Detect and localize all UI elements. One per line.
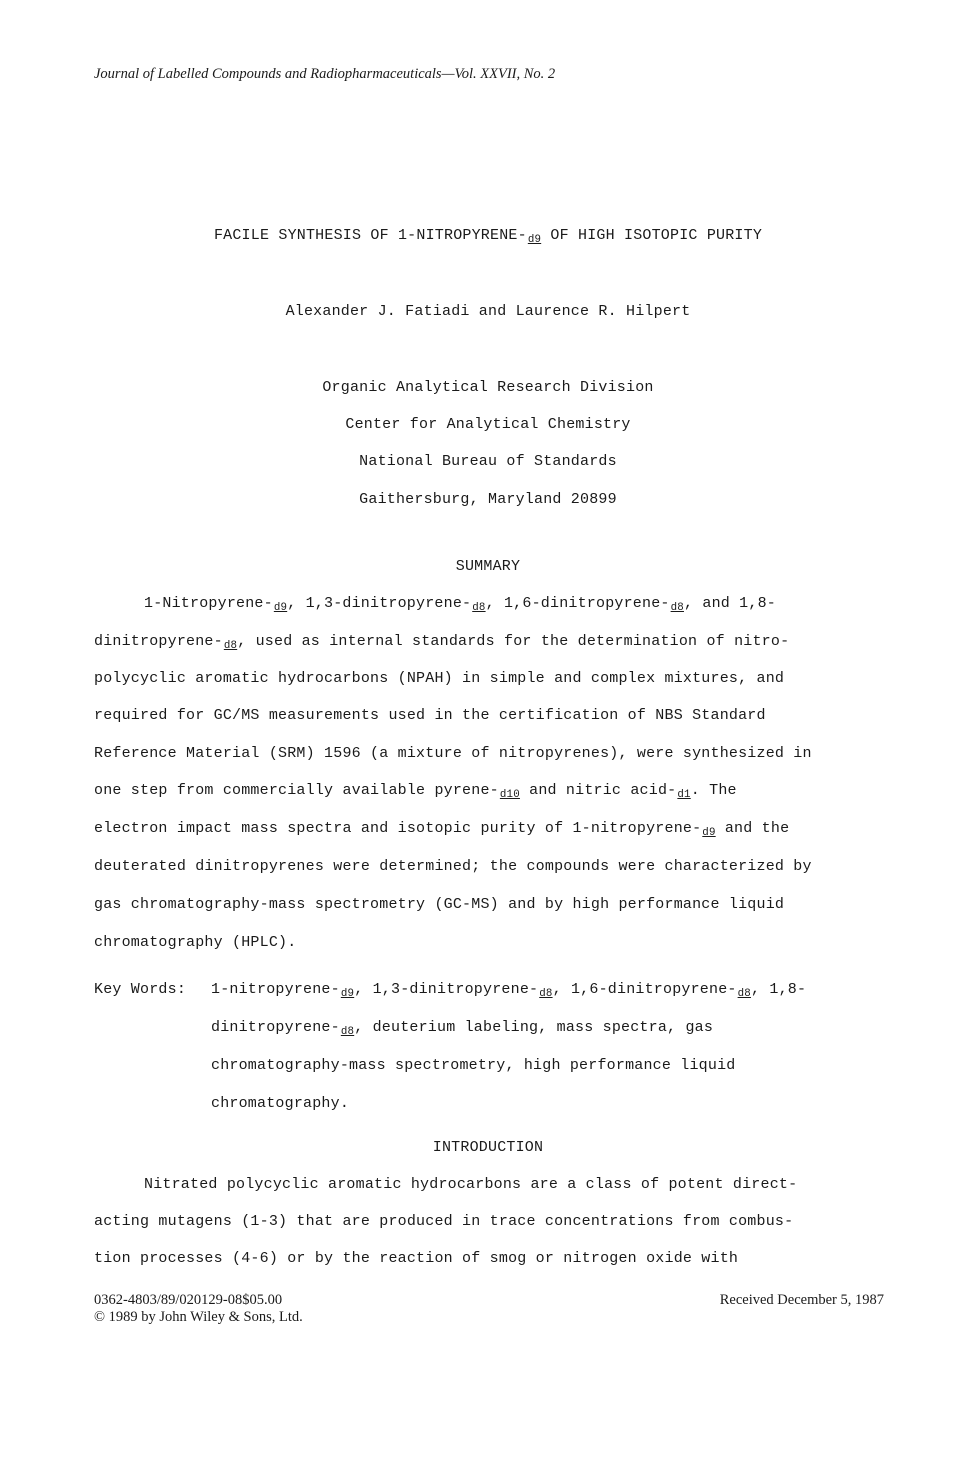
summary-line: Reference Material (SRM) 1596 (a mixture of nitropyrenes), were synthesized in: [94, 745, 812, 762]
summary-line: deuterated dinitropyrenes were determined; the compounds were characterized by: [94, 858, 812, 875]
summary-line: $1-Nitropyrene-_{d9}$, $1,3-dinitropyrene-_{d8}$, $1,6-dinitropyrene-_{d8}$, and 1,8-: [144, 595, 776, 614]
affiliation-line: Organic Analytical Research Division: [322, 379, 654, 396]
affiliation-line: Gaithersburg, Maryland 20899: [359, 491, 617, 508]
keywords-line: $1-nitropyrene-_{d9}$, $1,3-dinitropyrene-_{d8}$, $1,6-dinitropyrene-_{d8}$, 1,8-: [211, 981, 807, 1000]
summary-line: polycyclic aromatic hydrocarbons (NPAH) in simple and complex mixtures, and: [94, 670, 785, 687]
footer-copyright: © 1989 by John Wiley & Sons, Ltd.: [94, 1309, 303, 1325]
introduction-heading: INTRODUCTION: [432, 1139, 544, 1156]
summary-line: electron impact mass spectra and isotopic purity of $1-nitropyrene-_{d9}$ and the: [94, 820, 790, 839]
summary-line: required for GC/MS measurements used in the certification of NBS Standard: [94, 707, 766, 724]
keywords-line: chromatography-mass spectrometry, high performance liquid: [211, 1057, 736, 1074]
footer-received: Received December 5, 1987: [719, 1292, 884, 1308]
affiliation-line: National Bureau of Standards: [359, 453, 617, 470]
keywords-line: chromatography.: [211, 1095, 350, 1112]
summary-heading: SUMMARY: [455, 558, 521, 575]
footer-code: 0362-4803/89/020129-08$05.00: [94, 1292, 283, 1308]
keywords-line: dinitropyrene-$_{d8}$, deuterium labeling, mass spectra, gas: [211, 1019, 714, 1038]
introduction-line: tion processes (4-6) or by the reaction of smog or nitrogen oxide with: [94, 1250, 739, 1267]
title-text: FACILE SYNTHESIS OF 1-NITROPYRENE-: [213, 227, 527, 244]
authors: Alexander J. Fatiadi and Laurence R. Hilpert: [285, 303, 691, 320]
summary-line: dinitropyrene-$_{d8}$, used as internal standards for the determination of nitro-: [94, 633, 790, 652]
summary-line: one step from commercially available pyrene-$_{d10}$ and nitric acid-$_{d1}$. The: [94, 782, 737, 801]
affiliation-line: Center for Analytical Chemistry: [345, 416, 631, 433]
summary-line: gas chromatography-mass spectrometry (GC-MS) and by high performance liquid: [94, 896, 785, 913]
title-subscript: d9: [527, 234, 542, 246]
introduction-line: Nitrated polycyclic aromatic hydrocarbons are a class of potent direct-: [144, 1176, 798, 1193]
keywords-label: Key Words:: [94, 981, 187, 998]
journal-header: Journal of Labelled Compounds and Radiopharmaceuticals—Vol. XXVII, No. 2: [94, 66, 556, 82]
paper-title: [0, 227, 976, 244]
introduction-line: acting mutagens (1-3) that are produced in trace concentrations from combus-: [94, 1213, 794, 1230]
summary-line: chromatography (HPLC).: [94, 934, 297, 951]
title-text-end: OF HIGH ISOTOPIC PURITY: [541, 227, 763, 244]
